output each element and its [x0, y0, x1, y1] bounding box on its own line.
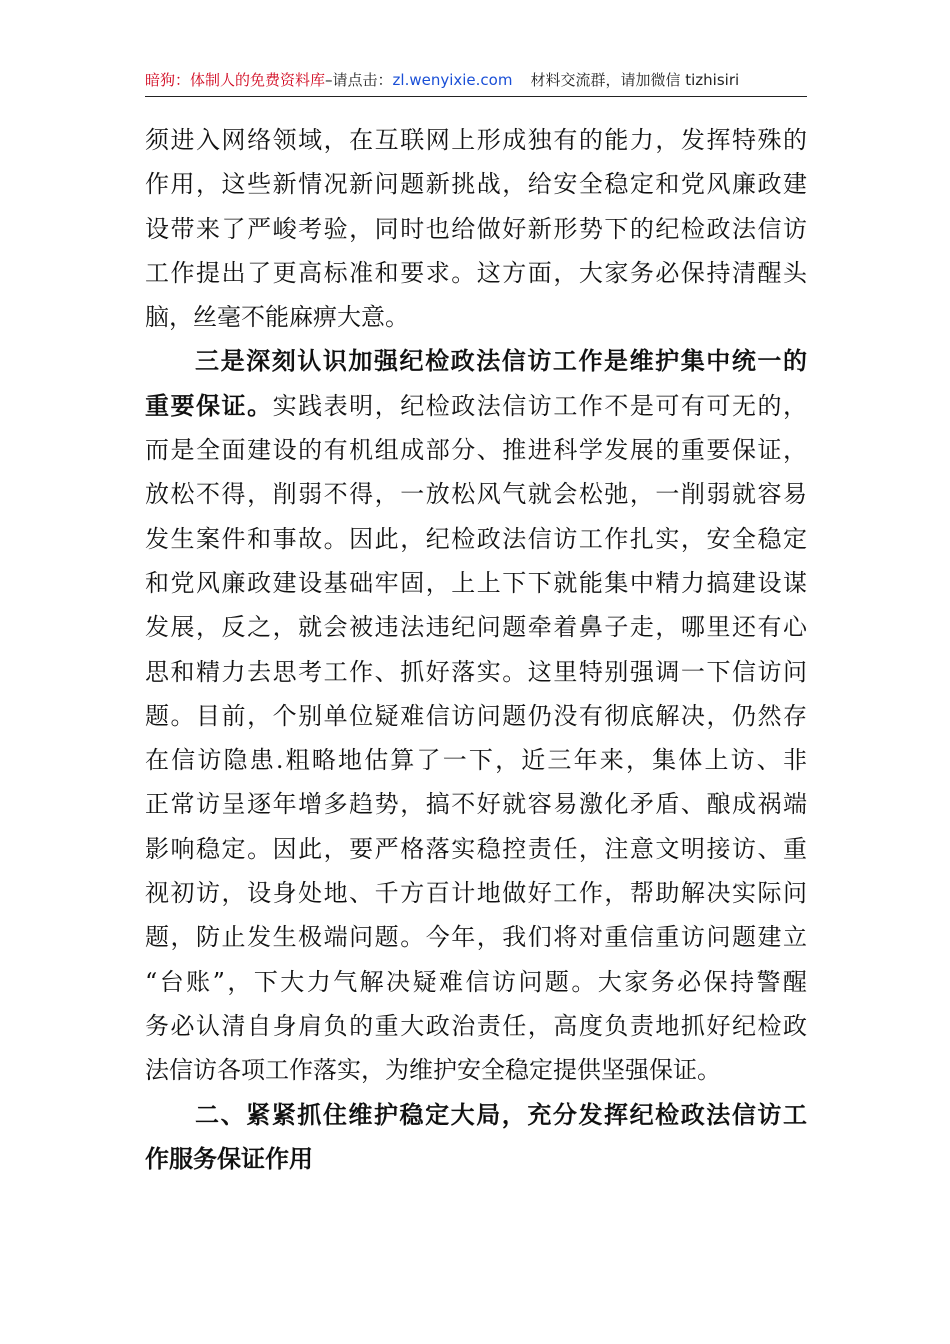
bold-lead-end: 重要保证。: [145, 390, 273, 420]
text-line: 作用，这些新情况新问题新挑战，给安全稳定和党风廉政建: [145, 170, 807, 199]
heading-line: 二、紧紧抓住维护稳定大局，充分发挥纪检政法信访工: [195, 1099, 807, 1129]
section-heading-two: [145, 1093, 807, 1182]
paragraph-point-three: [145, 339, 807, 1092]
lead-line-rest: 实践表明，纪检政法信访工作不是可有可无的，: [272, 391, 807, 420]
header-group-note: 材料交流群，请加微信 tizhisiri: [530, 71, 740, 89]
text-line: [145, 384, 807, 428]
text-line: 发生案件和事故。因此，纪检政法信访工作扎实，安全稳定: [145, 524, 807, 553]
text-line: 思和精力去思考工作、抓好落实。这里特别强调一下信访问: [145, 657, 807, 686]
page-header: [145, 66, 807, 97]
text-line: 题。目前，个别单位疑难信访问题仍没有彻底解决，仍然存: [145, 701, 807, 730]
paragraph-continued: [145, 118, 807, 339]
text-line: 务必认清自身肩负的重大政治责任，高度负责地抓好纪检政: [145, 1011, 807, 1040]
text-line: 而是全面建设的有机组成部分、推进科学发展的重要保证，: [145, 436, 807, 465]
text-line: 影响稳定。因此，要严格落实稳控责任，注意文明接访、重: [145, 834, 807, 863]
header-site-name: 暗狗：体制人的免费资料库: [145, 71, 326, 89]
header-click-prompt: –请点击：: [325, 71, 393, 89]
text-line: 工作提出了更高标准和要求。这方面，大家务必保持清醒头: [145, 258, 807, 287]
text-line: 法信访各项工作落实，为维护安全稳定提供坚强保证。: [145, 1056, 721, 1085]
text-line: 在信访隐患.粗略地估算了一下，近三年来，集体上访、非: [145, 746, 807, 775]
text-line: 须进入网络领域，在互联网上形成独有的能力，发挥特殊的: [145, 126, 807, 154]
header-site-link[interactable]: zl.wenyixie.com: [392, 71, 513, 89]
text-line: 设带来了严峻考验，同时也给做好新形势下的纪检政法信访: [145, 214, 807, 243]
bold-lead-line: 三是深刻认识加强纪检政法信访工作是维护集中统一的: [195, 346, 807, 376]
heading-line: 作服务保证作用: [145, 1143, 313, 1173]
text-line: 视初访，设身处地、千方百计地做好工作，帮助解决实际问: [145, 879, 807, 908]
document-body: [145, 118, 807, 1181]
text-line: 脑，丝毫不能麻痹大意。: [145, 303, 409, 332]
text-line: 题，防止发生极端问题。今年，我们将对重信重访问题建立: [145, 923, 807, 952]
text-line: “台账”，下大力气解决疑难信访问题。大家务必保持警醒: [145, 967, 807, 996]
text-line: 正常访呈逐年增多趋势，搞不好就容易激化矛盾、酿成祸端: [145, 790, 807, 819]
text-line: 发展，反之，就会被违法违纪问题牵着鼻子走，哪里还有心: [145, 613, 807, 642]
text-line: 放松不得，削弱不得，一放松风气就会松弛，一削弱就容易: [145, 480, 807, 509]
text-line: 和党风廉政建设基础牢固，上上下下就能集中精力搞建设谋: [145, 568, 807, 597]
